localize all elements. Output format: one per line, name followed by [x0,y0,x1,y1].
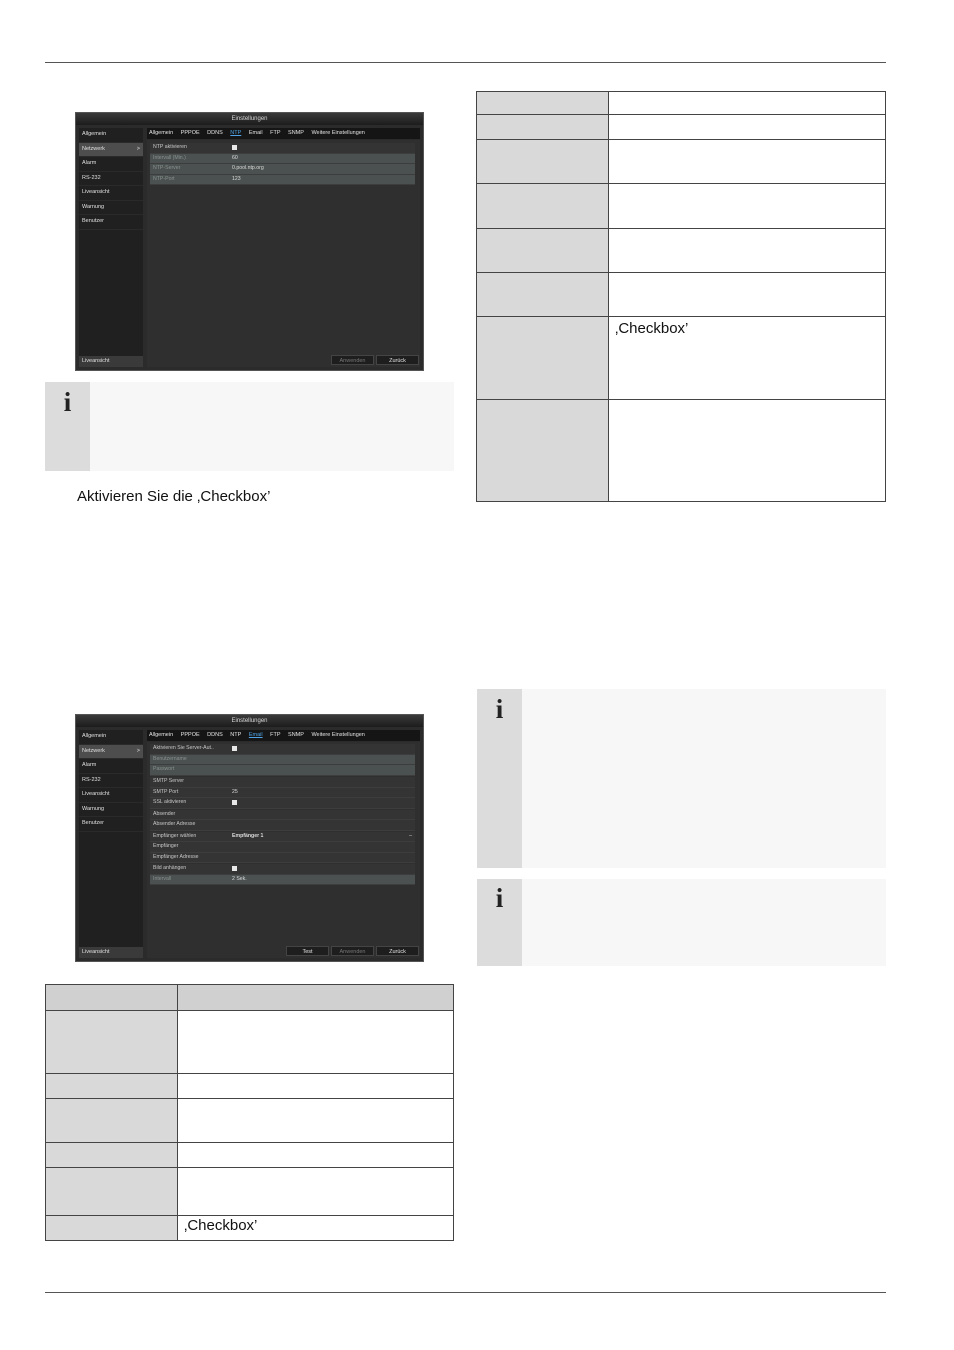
sender-address-label: Absender Adresse [153,821,196,827]
ssl-label: SSL aktivieren [153,799,187,805]
settings-sidebar [79,730,143,958]
settings-tabs [147,128,420,139]
liveansicht-button[interactable]: Liveansicht [79,356,143,367]
tab-allgemein[interactable]: Allgemein [149,130,174,136]
table-row [46,1011,454,1074]
settings-sidebar [79,128,143,367]
sidebar-item-liveansicht[interactable]: Liveansicht [79,186,143,201]
ssl-row [150,798,415,809]
ssl-checkbox[interactable] [232,800,237,805]
table-row [46,1168,454,1216]
ntp-settings-panel [147,140,420,367]
attach-image-label: Bild anhängen [153,865,187,871]
info-box [477,689,886,868]
smtp-server-row [150,777,415,788]
bottom-rule [45,1292,886,1293]
sidebar-item-alarm[interactable]: Alarm [79,157,143,172]
settings-description-table [476,91,886,502]
tab-weitere-einstellungen[interactable]: Weitere Einstellungen [311,732,365,738]
sidebar-item-benutzer[interactable]: Benutzer [79,215,143,230]
sidebar-item-alarm[interactable]: Alarm [79,759,143,774]
tab-ddns[interactable]: DDNS [207,732,223,738]
attach-image-row [150,864,415,875]
tab-ddns[interactable]: DDNS [207,130,223,136]
table-row [46,1099,454,1143]
sidebar-item-netzwerk[interactable]: Netzwerk > [79,143,143,158]
recipient-select-label: Empfänger wählen [153,832,197,839]
table-row [46,1143,454,1168]
info-icon: i [63,387,72,417]
tab-ftp[interactable]: FTP [270,130,281,136]
smtp-server-label: SMTP Server [153,778,185,784]
tab-ntp[interactable]: NTP [230,732,242,738]
apply-button[interactable]: Anwenden [331,946,374,956]
sidebar-item-netzwerk[interactable]: Netzwerk > [79,745,143,760]
tab-pppoe[interactable]: PPPOE [180,130,200,136]
email-settings-screenshot [75,714,424,962]
info-box [477,879,886,966]
info-icon: i [495,883,504,913]
password-label: Passwort [153,766,175,772]
instruction-text: Aktivieren Sie die ‚Checkbox’ [77,488,271,505]
tab-email[interactable]: Email [248,130,263,136]
table-row [477,140,886,184]
recipient-address-row [150,853,415,864]
recipient-select[interactable]: Empfänger 1 [232,832,264,839]
table-header-row [46,985,454,1011]
smtp-port-input[interactable]: 25 [232,788,238,795]
table-row [477,184,886,229]
info-icon: i [495,694,504,724]
email-settings-table [45,984,454,1241]
email-settings-panel [147,742,420,958]
tab-weitere-einstellungen[interactable]: Weitere Einstellungen [311,130,365,136]
ntp-port-label: NTP-Port [153,175,175,182]
sender-label: Absender [153,810,176,817]
server-auth-checkbox[interactable] [232,746,237,751]
table-row [477,400,886,502]
recipient-row [150,842,415,853]
window-title: Einstellungen [76,715,423,727]
sidebar-item-liveansicht[interactable]: Liveansicht [79,788,143,803]
recipient-label: Empfänger [153,843,179,849]
ntp-enable-checkbox[interactable] [232,145,237,150]
sender-row [150,810,415,821]
smtp-port-label: SMTP Port [153,788,179,795]
tab-pppoe[interactable]: PPPOE [180,732,200,738]
ntp-interval-row [150,154,415,165]
username-row [150,755,415,766]
apply-button[interactable]: Anwenden [331,355,374,365]
tab-allgemein[interactable]: Allgemein [149,732,174,738]
sidebar-item-rs232[interactable]: RS-232 [79,774,143,789]
sidebar-item-benutzer[interactable]: Benutzer [79,817,143,832]
sender-address-row [150,820,415,831]
sidebar-item-allgemein[interactable]: Allgemein [79,128,143,143]
ntp-enable-row [150,143,415,154]
attach-image-checkbox[interactable] [232,866,237,871]
liveansicht-button[interactable]: Liveansicht [79,947,143,958]
recipient-address-label: Empfänger Adresse [153,853,199,860]
tab-email[interactable]: Email [248,732,263,738]
test-button[interactable]: Test [286,946,329,956]
ntp-server-input[interactable]: 0.pool.ntp.org [232,165,264,171]
server-auth-label: Aktivieren Sie Server-Aut.. [153,745,214,751]
interval-row [150,875,415,886]
sidebar-item-warnung[interactable]: Warnung [79,803,143,818]
info-box [45,382,454,471]
top-rule [45,62,886,63]
interval-select[interactable]: 2 Sek. [232,875,247,882]
ntp-port-input[interactable]: 123 [232,175,241,182]
checkbox-text: ‚Checkbox’ [615,320,689,337]
back-button[interactable]: Zurück [376,946,419,956]
sidebar-item-warnung[interactable]: Warnung [79,201,143,216]
ntp-settings-screenshot [75,112,424,371]
tab-snmp[interactable]: SNMP [288,732,304,738]
sidebar-item-rs232[interactable]: RS-232 [79,172,143,187]
password-row [150,765,415,776]
interval-label: Intervall [153,875,172,882]
tab-snmp[interactable]: SNMP [288,130,304,136]
ntp-server-row [150,164,415,175]
settings-tabs [147,730,420,741]
table-row [477,317,886,400]
back-button[interactable]: Zurück [376,355,419,365]
table-row [46,1074,454,1099]
username-label: Benutzername [153,755,187,762]
table-row [46,1216,454,1241]
recipient-select-row [150,832,415,843]
window-title: Einstellungen [76,113,423,125]
tab-ntp[interactable]: NTP [230,130,242,136]
table-row [477,115,886,140]
dropdown-arrow-icon[interactable]: – [409,832,412,839]
server-auth-row [150,744,415,755]
smtp-port-row [150,788,415,799]
ntp-port-row [150,175,415,186]
table-row [477,229,886,273]
ntp-interval-label: Intervall (Min.) [153,154,186,161]
tab-ftp[interactable]: FTP [270,732,281,738]
table-row [477,273,886,317]
checkbox-text: ‚Checkbox’ [184,1217,258,1234]
sidebar-item-allgemein[interactable]: Allgemein [79,730,143,745]
ntp-interval-input[interactable]: 60 [232,154,238,161]
ntp-enable-label: NTP aktivieren [153,144,187,150]
ntp-server-label: NTP-Server [153,165,181,171]
table-row [477,92,886,115]
